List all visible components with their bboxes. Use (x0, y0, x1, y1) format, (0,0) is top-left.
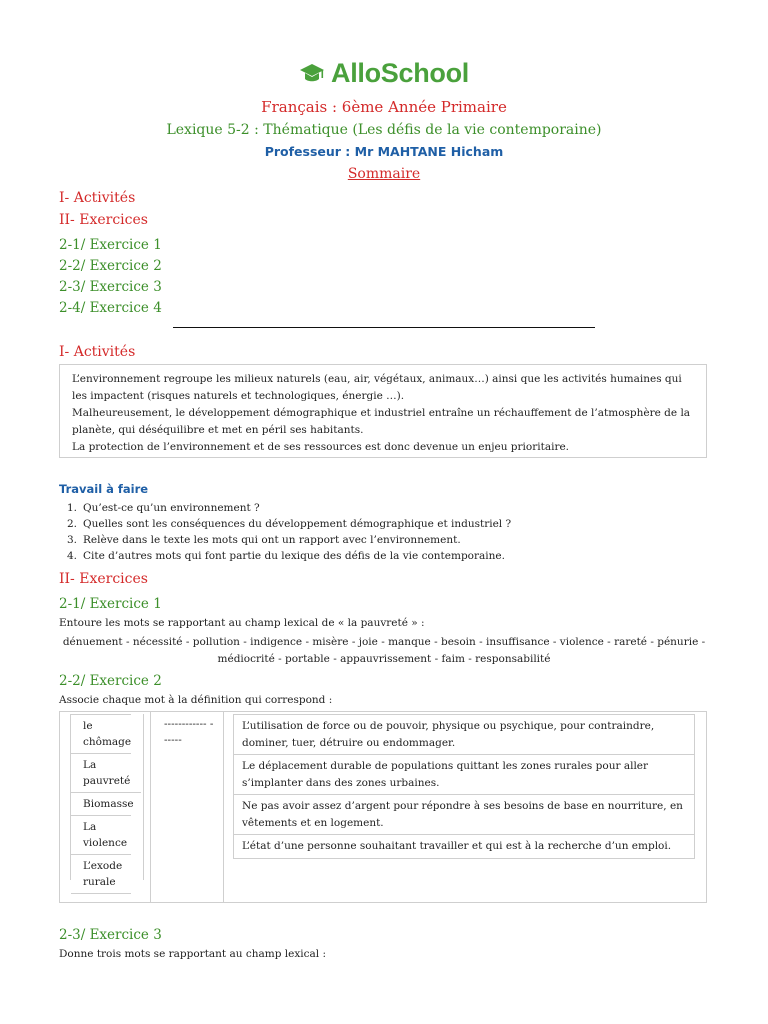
definition-cell: Le déplacement durable de populations quittant les zones rurales pour aller s’implanter dans des zones urbaines. (233, 754, 695, 794)
paragraph: La protection de l’environnement et de ses ressources est donc devenue un enjeu prioritaire. (72, 441, 570, 453)
toc-activites-link[interactable]: I- Activités (59, 190, 136, 206)
brand-logo (0, 58, 768, 92)
paragraph: Malheureusement, le développement démographique et industriel entraîne un réchauffement de l’atmosphère de la planète, qui déséquilibre et met en péril ses habitants. (72, 407, 691, 436)
questions-list (59, 500, 511, 564)
exercice-3-title: 2-3/ Exercice 3 (59, 927, 162, 943)
teacher-name: Professeur : Mr MAHTANE Hicham (264, 144, 504, 159)
list-item: 1. Qu’est-ce qu’un environnement ? (66, 502, 260, 514)
words-line-2: médiocrité - portable - appauvrissement - faim - responsabilité (217, 653, 551, 665)
exercice-2-instruction: Associe chaque mot à la définition qui correspond : (59, 694, 333, 706)
activites-heading: I- Activités (59, 344, 136, 360)
definition-cell: L’état d’une personne souhaitant travailler et qui est à la recherche d’un emploi. (233, 834, 695, 859)
definition-cell: Ne pas avoir assez d’argent pour répondre à ses besoins de base en nourriture, en vêtements et en logement. (233, 794, 695, 834)
divider (173, 327, 595, 328)
word-cell: L’exode rurale (71, 854, 131, 894)
toc-exercice-3-link[interactable]: 2-3/ Exercice 3 (59, 279, 162, 295)
graduation-cap-icon (299, 61, 325, 92)
toc-exercice-1-link[interactable]: 2-1/ Exercice 1 (59, 237, 162, 253)
paragraph: L’environnement regroupe les milieux naturels (eau, air, végétaux, animaux…) ainsi que les activités humaines qui les impactent (risques naturels et technologiques, énergie …). (72, 373, 682, 402)
word-cell: La violence (71, 815, 131, 854)
list-item: 2. Quelles sont les conséquences du développement démographique et industriel ? (66, 518, 512, 530)
word-cell: le chômage (71, 714, 131, 753)
list-item: 4. Cite d’autres mots qui font partie du lexique des défis de la vie contemporaine. (66, 550, 505, 562)
toc-exercice-4-link[interactable]: 2-4/ Exercice 4 (59, 300, 162, 316)
exercices-heading: II- Exercices (59, 571, 148, 587)
words-line-1: dénuement - nécessité - pollution - indigence - misère - joie - manque - besoin - insuffisance - violence - rareté - pénurie - (62, 636, 706, 648)
subject-title: Français : 6ème Année Primaire (261, 98, 507, 116)
sommaire-title: Sommaire (347, 166, 421, 182)
exercice-1-title: 2-1/ Exercice 1 (59, 596, 162, 612)
association-table (59, 711, 707, 903)
list-item: 3. Relève dans le texte les mots qui ont un rapport avec l’environnement. (66, 534, 461, 546)
word-cell: La pauvreté (71, 753, 131, 792)
word-cell: Biomasse (71, 792, 141, 815)
lesson-title: Lexique 5-2 : Thématique (Les défis de la vie contemporaine) (166, 122, 602, 138)
toc-exercices-link[interactable]: II- Exercices (59, 212, 148, 228)
toc-exercice-2-link[interactable]: 2-2/ Exercice 2 (59, 258, 162, 274)
words-column (70, 714, 144, 888)
brand-name: AlloSchool (331, 58, 469, 88)
travail-title: Travail à faire (59, 482, 149, 496)
definitions-column (233, 714, 695, 859)
dash-placeholder: ------------ ------ (164, 718, 214, 746)
exercice-1-instruction: Entoure les mots se rapportant au champ lexical de « la pauvreté » : (59, 617, 425, 629)
definition-cell: L’utilisation de force ou de pouvoir, physique ou psychique, pour contraindre, dominer, tuer, détruire ou endommager. (233, 714, 695, 754)
exercice-3-instruction: Donne trois mots se rapportant au champ lexical : (59, 948, 326, 960)
activites-text-box (59, 364, 707, 458)
exercice-2-title: 2-2/ Exercice 2 (59, 673, 162, 689)
